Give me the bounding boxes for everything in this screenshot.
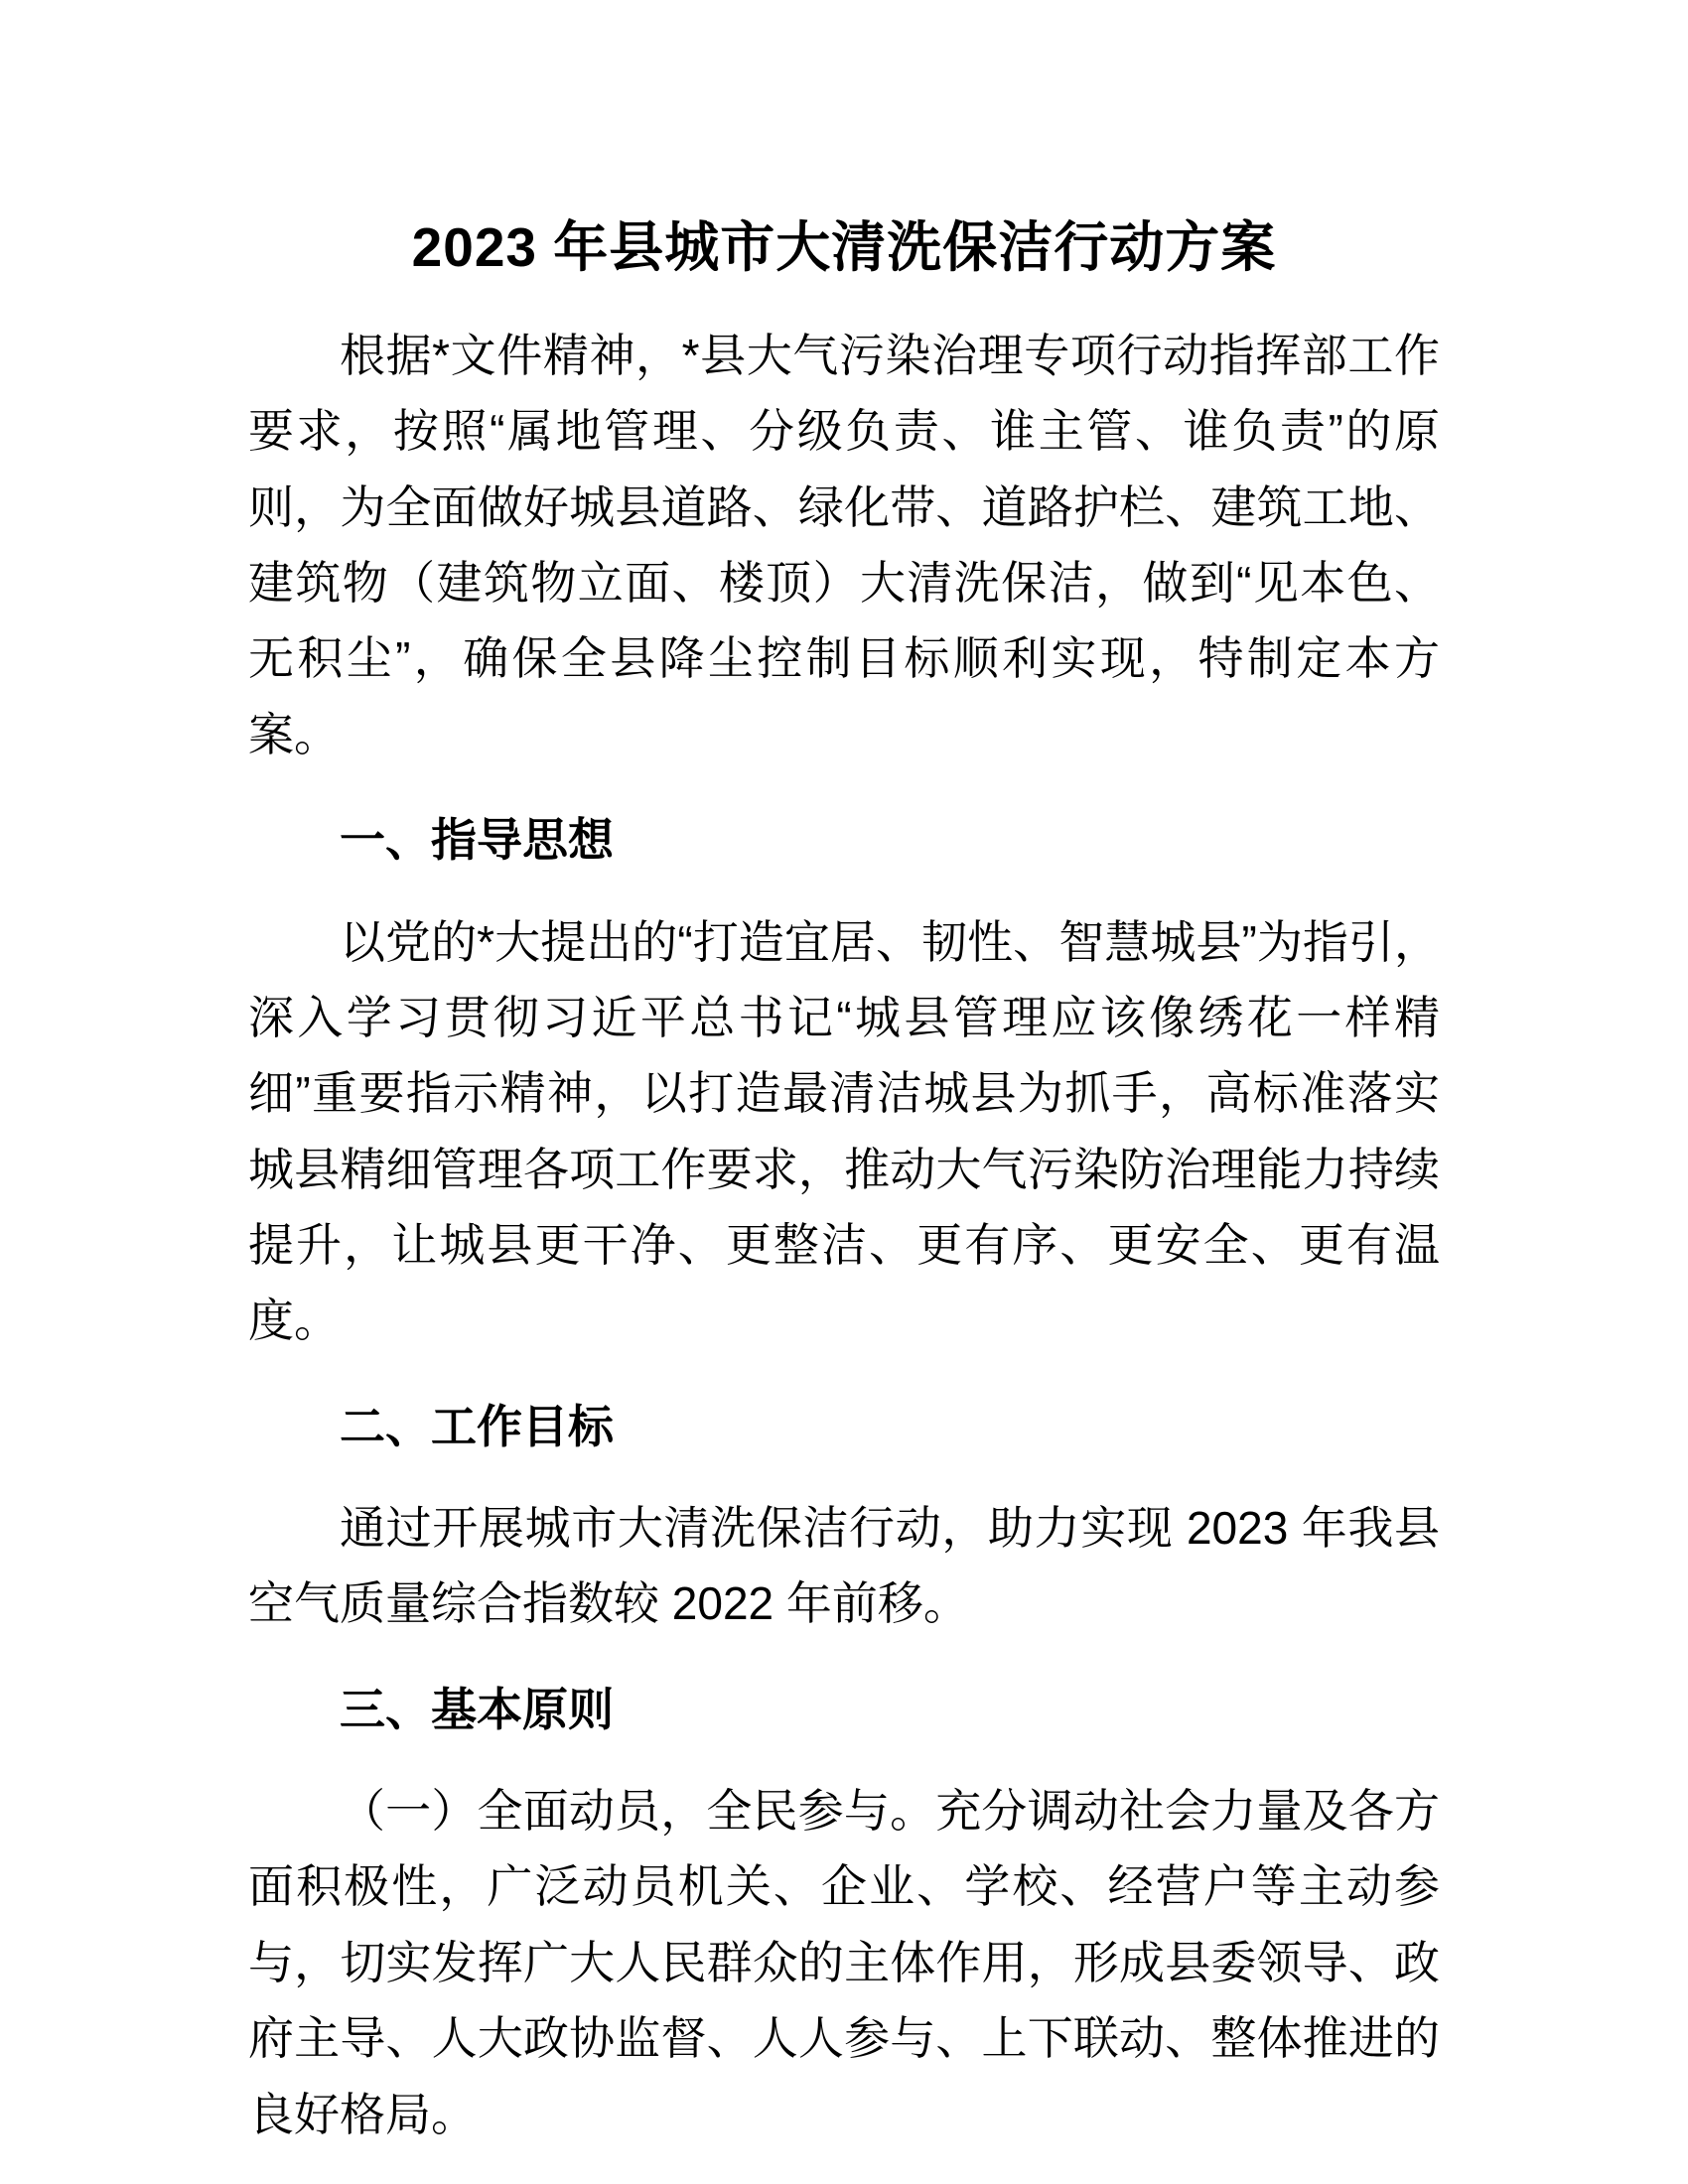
body-paragraph: 通过开展城市大清洗保洁行动，助力实现 2023 年我县空气质量综合指数较 2022 年前移。 <box>248 1502 1440 1630</box>
section-heading: 三、基本原则 <box>340 1683 614 1735</box>
document-title: 2023 年县城市大清洗保洁行动方案 <box>411 216 1277 278</box>
body-paragraph: （一）全面动员，全民参与。充分调动社会力量及各方面积极性，广泛动员机关、企业、学校、经营户等主动参与，切实发挥广大人民群众的主体作用，形成县委领导、政府主导、人大政协监督、人人参与、上下联动、整体推进的良好格局。 <box>248 1785 1440 2140</box>
body-paragraph: 根据*文件精神，*县大气污染治理专项行动指挥部工作要求，按照“属地管理、分级负责、谁主管、谁负责”的原则，为全面做好城县道路、绿化带、道路护栏、建筑工地、建筑物（建筑物立面、楼顶）大清洗保洁，做到“见本色、无积尘”，确保全县降尘控制目标顺利实现，特制定本方案。 <box>248 330 1440 760</box>
section-heading: 二、工作目标 <box>340 1400 614 1452</box>
section-heading: 一、指导思想 <box>340 814 614 867</box>
document-body <box>248 318 1440 2152</box>
body-paragraph: 以党的*大提出的“打造宜居、韧性、智慧城县”为指引，深入学习贯彻习近平总书记“城县管理应该像绣花一样精细”重要指示精神，以打造最清洁城县为抓手，高标准落实城县精细管理各项工作要求，推动大气污染防治理能力持续提升，让城县更干净、更整洁、更有序、更安全、更有温度。 <box>248 915 1440 1347</box>
